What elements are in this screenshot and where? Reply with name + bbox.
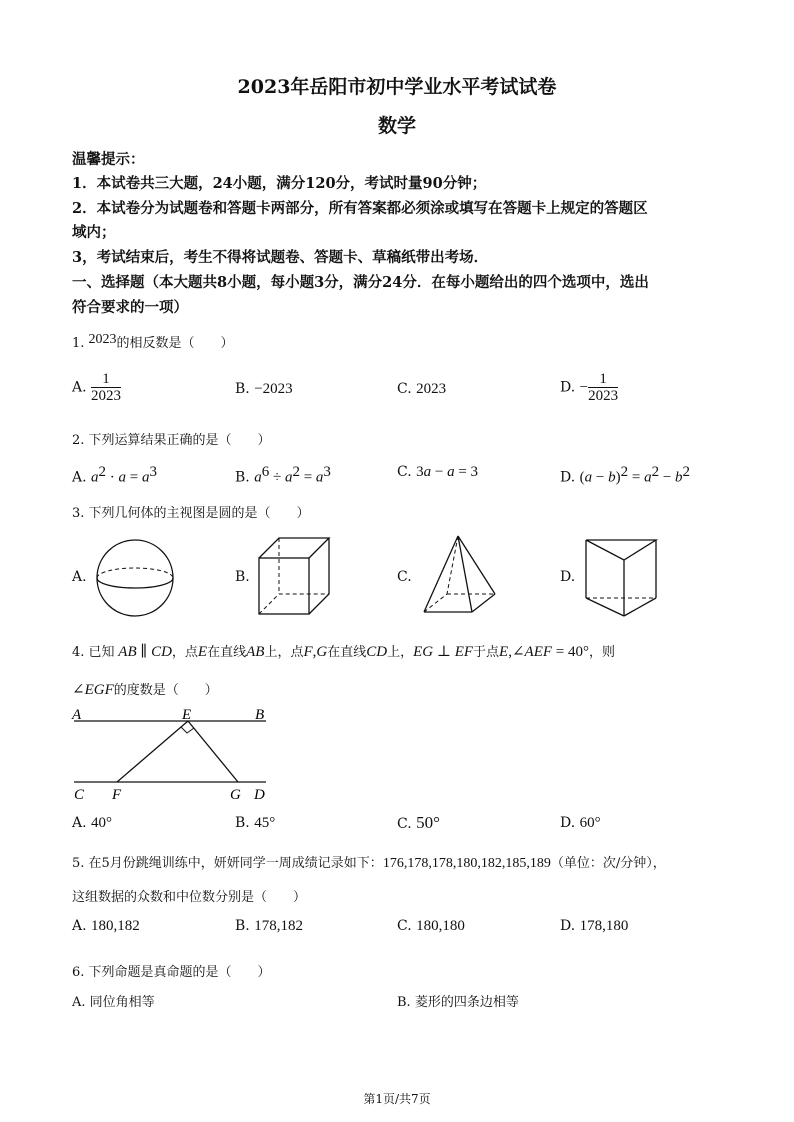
pyramid-figure: [420, 532, 500, 618]
q5-option-b: B. 178,182: [235, 918, 303, 934]
q6-stem: 6. 下列命题是真命题的是（ ）: [72, 965, 271, 980]
triangular-prism-figure: [582, 536, 662, 620]
q2-option-b: B. $a^6 \div a^2 = a^3$: [235, 464, 331, 486]
q2-stem: 2. 下列运算结果正确的是（ ）: [72, 433, 271, 448]
point-label-e: E: [182, 707, 192, 723]
cube-figure: [255, 534, 335, 618]
q5-option-a: A. 180,182: [72, 918, 140, 934]
q6-option-b: B. 菱形的四条边相等: [397, 995, 519, 1010]
section1-heading: 一、选择题（本大题共8小题，每小题3分，满分24分．在每小题给出的四个选项中，选出: [72, 274, 649, 291]
tip-1: 1．本试卷共三大题，24小题，满分120分，考试时量90分钟；: [72, 175, 487, 192]
q4-option-b: B. 45°: [235, 815, 276, 831]
point-label-f: F: [112, 787, 122, 803]
q6-option-a: A. 同位角相等: [72, 995, 155, 1010]
q3-stem: 3. 下列几何体的主视图是圆的是（ ）: [72, 506, 310, 521]
q3-option-b-label: B.: [235, 569, 250, 585]
tip-2-cont: 域内；: [72, 224, 116, 241]
q2-option-a: A. $a^2 \cdot a = a^3$: [72, 464, 157, 486]
point-label-c: C: [74, 787, 85, 803]
q4-stem-line1: 4. 已知 AB ∥ CD，点E在直线AB上，点F,G在直线CD上，EG ⊥ EF于点E,∠AEF = 40°，则: [72, 644, 616, 660]
q3-option-c-label: C.: [397, 569, 412, 585]
point-label-g: G: [230, 787, 241, 803]
point-label-d: D: [254, 787, 265, 803]
page-footer: 第1页/共7页: [363, 1092, 431, 1106]
q4-stem-line2: ∠EGF的度数是（ ）: [72, 682, 218, 698]
q2-option-c: C. 3a − a = 3: [397, 464, 479, 480]
sphere-figure: [90, 536, 180, 620]
q1-option-b: B. −2023: [235, 381, 293, 397]
q3-option-a-label: A.: [72, 569, 87, 585]
q4-option-c: C. 50°: [397, 813, 440, 832]
tip-3: 3，考试结束后，考生不得将试题卷、答题卡、草稿纸带出考场．: [72, 249, 489, 266]
q1-option-d: D. − $\frac{1}{2023}$: [560, 371, 619, 404]
q1-option-c: C. 2023: [397, 381, 447, 397]
tip-2: 2．本试卷分为试题卷和答题卡两部分，所有答案都必须涂或填写在答题卡上规定的答题区: [72, 200, 648, 217]
subject-title: 数学: [377, 115, 416, 137]
q2-option-d: D. $(a - b)^2 = a^2 - b^2$: [560, 464, 691, 486]
q5-option-c: C. 180,180: [397, 918, 465, 934]
q1-stem: 1. 2023的相反数是（ ）: [72, 332, 234, 351]
q5-stem-line1: 5. 在5月份跳绳训练中，妍妍同学一周成绩记录如下：176,178,178,180,182,185,189（单位：次/分钟），: [72, 856, 666, 871]
point-label-b: B: [255, 707, 265, 723]
q1-option-a: A. $\frac{1}{2023}$: [72, 371, 122, 404]
section1-heading-cont: 符合要求的一项）: [72, 299, 188, 316]
parallel-lines-figure: [70, 703, 275, 803]
q5-stem-line2: 这组数据的众数和中位数分别是（ ）: [72, 890, 307, 905]
point-label-a: A: [72, 707, 82, 723]
q5-option-d: D. 178,180: [560, 918, 629, 934]
q4-option-a: A. 40°: [72, 815, 113, 831]
page-title: 2023年岳阳市初中学业水平考试试卷: [237, 76, 557, 98]
q3-option-d-label: D.: [560, 569, 576, 585]
q4-option-d: D. 60°: [560, 815, 601, 831]
tips-heading: 温馨提示：: [72, 151, 145, 168]
